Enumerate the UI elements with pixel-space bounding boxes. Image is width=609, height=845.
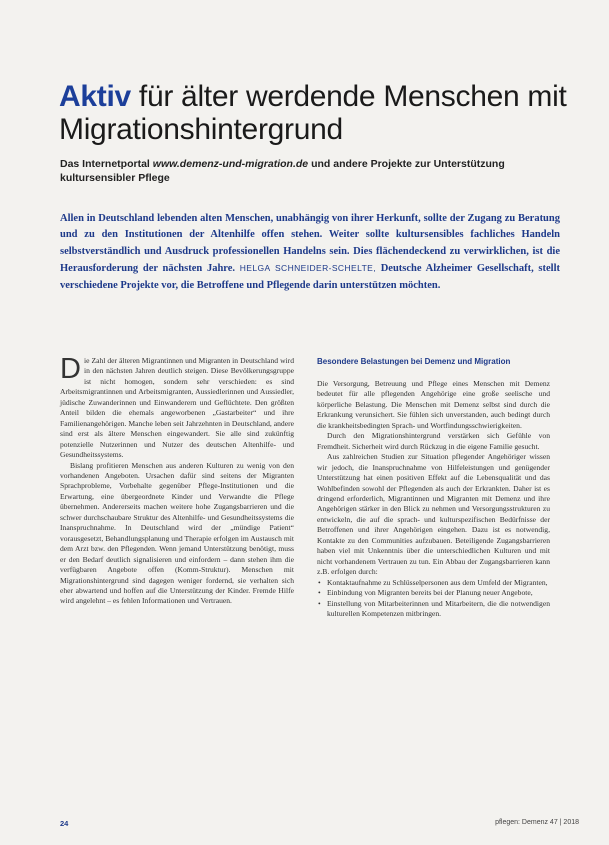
body-paragraph: Aus zahlreichen Studien zur Situation pflegender Angehöriger wissen wir jedoch, die Inanspruchnahme von Hilfeleistungen und genügender Unterstützung hat einen positiven Effekt auf die Lebensqualität und das Wohlbefinden sowohl der Pflegenden als auch der Erkrankten. Daher ist es dringend erforderlich, Migrantinnen und Migranten mit Demenz und ihre Angehörigen stärker in den Blick zu nehmen und Versorgungsstrukturen zu entwickeln, die auf die sprach- und kulturspezifischen Bedürfnisse der Betroffenen und ihrer Angehörigen eingehen. Dazu ist es notwendig, Kontakte zu den Communities aufzubauen. Beteiligende Zugangsbarrieren haben viel mit Unkenntnis über die unterschiedlichen Kulturen und mit nicht vorhandenem Vertrauen zu tun. Ein Abbau der Zugangsbarrieren kann z.B. erfolgen durch: [317, 452, 550, 577]
body-paragraph: Durch den Migrationshintergrund verstärken sich Gefühle von Fremdheit. Sicherheit wird durch Rückzug in die eigene Familie gesucht. [317, 431, 550, 451]
lead-author: HELGA SCHNEIDER-SCHELTE, [239, 263, 376, 274]
bullet-list [317, 578, 550, 620]
article-subtitle [60, 157, 530, 185]
body-column-right [317, 356, 550, 619]
body-paragraph [60, 353, 294, 461]
bullet-item: • Einbindung von Migranten bereits bei der Planung neuer Angebote, [317, 588, 550, 598]
body-column-left [60, 353, 294, 607]
bullet-item: • Kontaktaufnahme zu Schlüsselpersonen aus dem Umfeld der Migranten, [317, 578, 550, 588]
lead-after: Deutsche Alzheimer Gesellschaft, stellt verschiedene Projekte vor, die Betroffene und Pflegende darin unterstützen möchten. [60, 263, 561, 291]
body-paragraph: Die Versorgung, Betreuung und Pflege eines Menschen mit Demenz bedeutet für alle pflegenden Angehörige eine große seelische und körperliche Belastung. Die Menschen mit Demenz selbst sind durch die Erkrankung verunsichert. Sie fühlen sich unverstanden, auch bedingt durch die krankheitsbedingten Sprach- und Wortfindungsschwierigkeiten. [317, 379, 550, 430]
subtitle-website: www.demenz-und-migration.de [152, 158, 309, 170]
footer-publication: pflegen: Demenz 47 | 2018 [495, 819, 579, 826]
lead-text: Allen in Deutschland lebenden alten Menschen, unabhängig von ihrer Herkunft, sollte der Zugang zu Beratung und zu den Institutionen der Altenhilfe offen stehen. Weiter sollte kultursensibles fachliches Handeln selbstverständlich und Ausdruck professionellen Handelns sein. Dies flächendeckend zu verwirklichen, ist die Herausforderung der nächsten Jahre. [60, 213, 560, 275]
article-lead [60, 211, 560, 294]
subtitle-after: und andere Projekte zur Unterstützung kultursensibler Pflege [60, 158, 505, 184]
section-heading: Besondere Belastungen bei Demenz und Migration [317, 357, 511, 366]
article-title [59, 80, 579, 146]
paragraph-text: ie Zahl der älteren Migrantinnen und Migranten in Deutschland wird in den nächsten Jahren deutlich steigen. Diese Bevölkerungsgruppe ist nicht homogen, sondern sehr verschieden: es sind Arbeitsmigrantinnen und Arbeitsmigranten, Aussiedlerinnen und Aussiedler, jüdische Zuwanderinnen und Einwanderern und Geflüchtete. Den größten Anteil bilden die ehemals angeworbenen „Gastarbeiter“ und ihre Familienangehörigen. Manche leben seit Jahrzehnten in Deutschland, andere sind erst als ältere Menschen eingewandert. Sie alle sind zukünftig potenzielle Nutzerinnen und Nutzer des deutschen Altenhilfe- und Gesundheitssystems. [60, 356, 294, 460]
body-paragraph: Bislang profitieren Menschen aus anderen Kulturen zu wenig von den vorhandenen Angeboten. Ursachen dafür sind seitens der Migranten Sprachprobleme, Vorbehalte gegenüber Pflege-Institutionen und die Erwartung, eine übergeordnete Kinder und Verwandte die Pflege übernehmen. Andererseits machen weitere hohe Zugangsbarrieren und die schwer durchschaubare Struktur des Altenhilfe- und Gesundheitssystems die Inanspruchnahme. In Deutschland wird der „mündige Patient“ vorausgesetzt, Behandlungsplanung und Therapie erfolgen im Austausch mit dem Arzt bzw. den Pflegenden. Wenn jemand Unterstützung benötigt, muss er den Bedarf deutlich signalisieren und einfordern – dann stehen ihm die verfügbaren Angebote offen (Komm-Struktur). Menschen mit Migrationshintergrund sind dagegen weniger fordernd, sie verhalten sich eher abwartend und hoffen auf die Unterstützung der Kinder. Fremde Hilfe wird angelehnt – es fehlen Informationen und Vertrauen. [60, 460, 294, 606]
drop-cap: D [60, 353, 81, 385]
title-rest: für älter werdende Menschen mit Migrationshintergrund [59, 80, 567, 146]
bullet-item: • Einstellung von Mitarbeiterinnen und Mitarbeitern, die die notwendigen kulturellen Kompetenzen mitbringen. [317, 599, 550, 620]
title-accent: Aktiv [59, 80, 131, 113]
page-number: 24 [60, 819, 69, 828]
subtitle-before: Das Internetportal [60, 158, 153, 170]
